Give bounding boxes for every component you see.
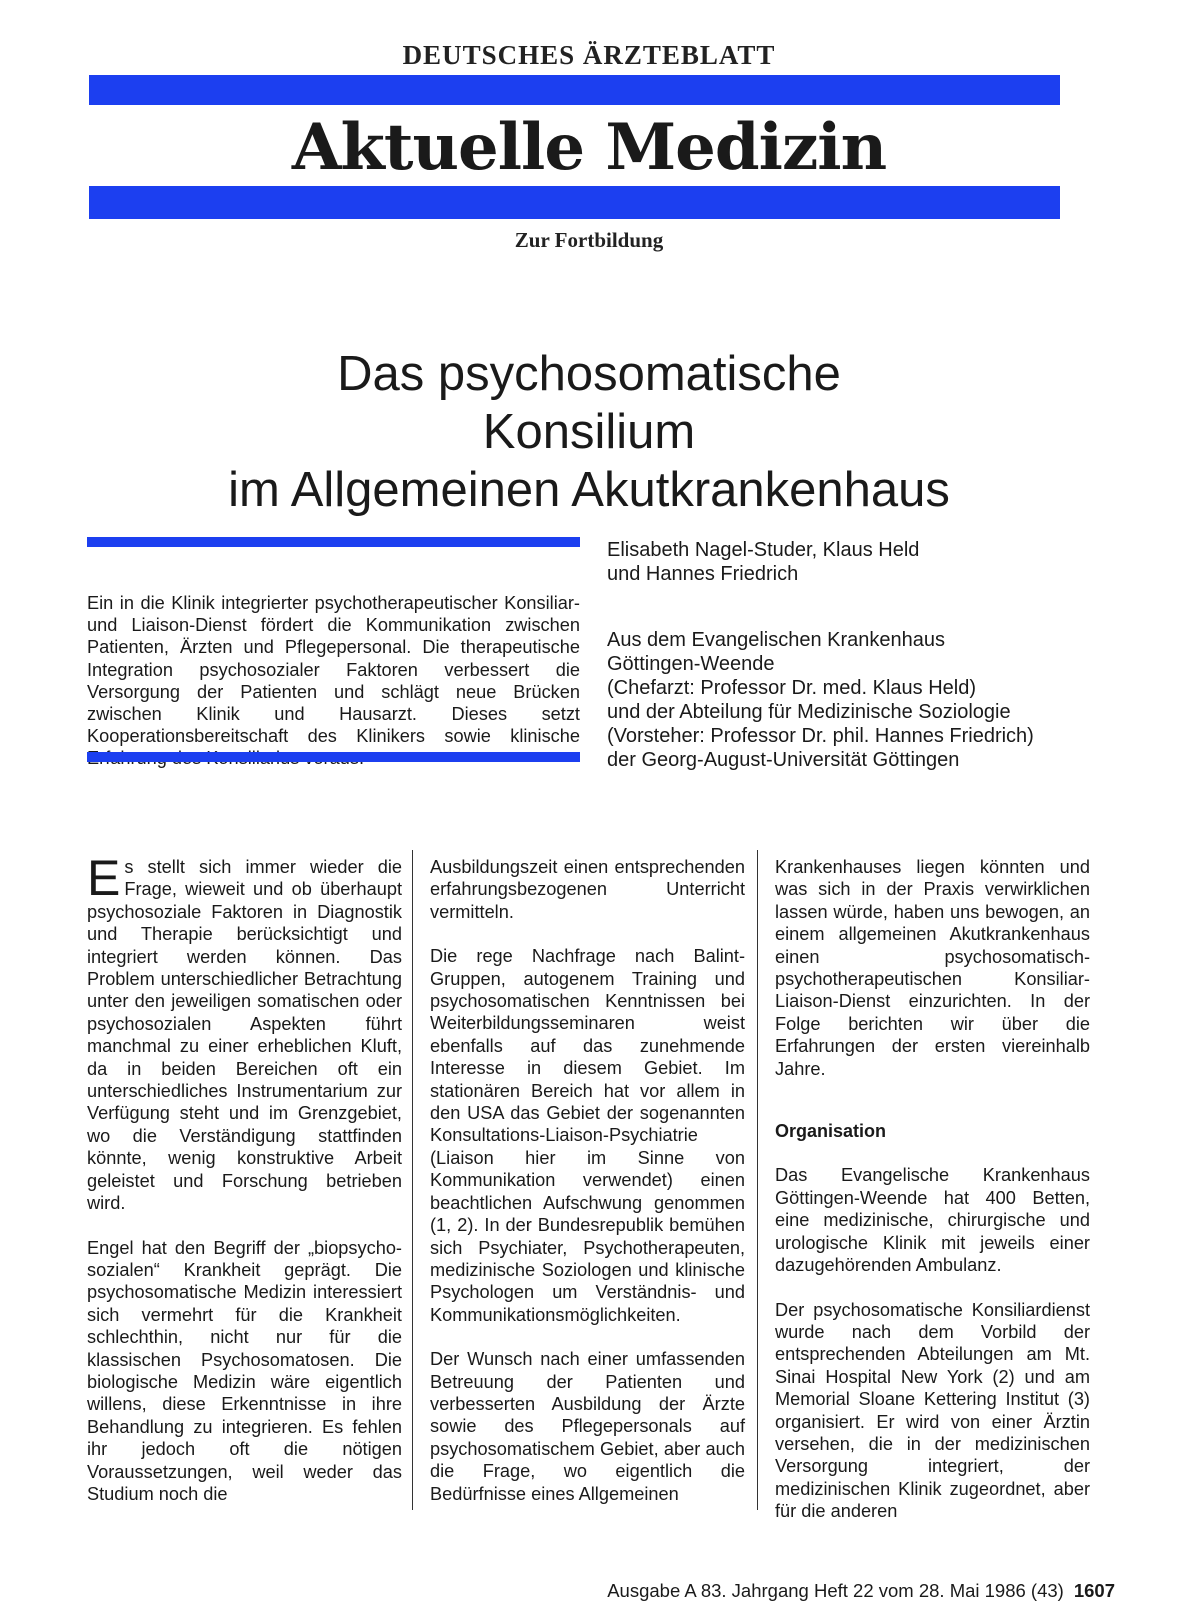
citation: Ausgabe A 83. Jahrgang Heft 22 vom 28. Mai 1986 (43) [607, 1580, 1064, 1601]
affiliation-line: Aus dem Evangelischen Krankenhaus [607, 629, 945, 651]
title-line: Konsilium [482, 405, 696, 459]
abstract-bar-top [87, 537, 580, 547]
affiliation-line: (Vorsteher: Professor Dr. phil. Hannes Friedrich) [607, 725, 1034, 747]
affiliation [607, 628, 1127, 772]
body-column-3 [775, 856, 1090, 1545]
author-line: und Hannes Friedrich [607, 563, 799, 585]
journal-name: DEUTSCHES ÄRZTEBLATT [402, 40, 776, 70]
abstract: Ein in die Klinik integrierter psychotherapeutischer Konsiliar- und Liaison-Dienst fördert die Kommunikation zwischen Patienten, Ärzten und Pflegepersonal. Die therapeutische Integration psychosozialer Faktoren verbessert die Versorgung der Patienten und schlägt neue Brücken zwischen Klinik und Hausarzt. Dieses setzt Kooperationsbereitschaft des Klinikers sowie klinische [87, 593, 580, 747]
header-blue-bar-bottom [89, 186, 1060, 219]
section-heading: Organisation [775, 1121, 887, 1142]
section-title: Aktuelle Medizin [291, 110, 887, 185]
page-number: 1607 [1073, 1580, 1115, 1601]
authors [607, 538, 1127, 586]
column-rule [412, 850, 413, 1510]
title-line: im Allgemeinen Akutkrankenhaus [228, 463, 950, 517]
affiliation-line: Göttingen-Weende [607, 653, 775, 675]
paragraph: Engel hat den Begriff der „biopsycho-sozialen“ Krankheit geprägt. Die psychosomatische Medizin interessiert sich vermehrt für die Krankheit schlechthin, nicht nur für die klassischen Psychosomatosen. Die biologische Medizin wäre eigentlich willens, diese Erkenntnisse in ihre Behandlung zu integrieren. Es fehlen ihr jedoch oft die nötigen Voraussetzungen, weil weder das Studium noch die [87, 1237, 402, 1504]
affiliation-line: und der Abteilung für Medizinische Soziologie [607, 701, 1011, 723]
paragraph: Ausbildungszeit einen entsprechenden erfahrungsbezogenen Unterricht vermitteln. [430, 857, 745, 922]
affiliation-line: (Chefarzt: Professor Dr. med. Klaus Held) [607, 677, 977, 699]
subsection-label: Zur Fortbildung [514, 228, 664, 252]
header-blue-bar-top [89, 75, 1060, 105]
paragraph: Der psychosomatische Konsiliardienst wurde nach dem Vorbild der entsprechenden Abteilungen am Mt. Sinai Hospital New York (2) und am Memorial Sloane Kettering Institut (3) organisiert. Er wird von einer Ärztin versehen, die in der medizinischen Versorgung integriert, der medizinischen Klinik zugeordnet, aber für die anderen [775, 1299, 1090, 1522]
body-column-1 [87, 850, 402, 1527]
drop-cap: E [87, 850, 121, 906]
body-column-2 [430, 856, 745, 1527]
paragraph: Der Wunsch nach einer umfassenden Betreuung der Patienten und verbesserten Ausbildung der Ärzte sowie des Pflegepersonals auf psychosomatischem Gebiet, aber auch die Frage, wo eigentlich die Bedürfnisse eines Allgemeinen [430, 1349, 745, 1504]
abstract-bar-bottom [87, 752, 580, 762]
paragraph: Die rege Nachfrage nach Balint-Gruppen, autogenem Training und psychosomatischen Kenntnissen bei Weiterbildungsseminaren weist ebenfalls auf das zunehmende Interesse in diesem Gebiet. Im stationären Bereich hat vor allem in den USA das Gebiet der sogenannten Konsultations-Liaison-Psychiatrie (Liaison hier im Sinne von Kommunikation verwendet) einen beachtlichen Aufschwung genommen (1, 2). In der Bundesrepublik bemühen sich Psychiater, Psychotherapeuten, medizinische Soziologen und klinische Psychologen um Verständnis- und Kommunikationsmöglichkeiten. [430, 946, 745, 1325]
affiliation-line: der Georg-August-Universität Göttingen [607, 749, 960, 771]
paragraph: Krankenhauses liegen könnten und was sich in der Praxis verwirklichen lassen würde, haben uns bewogen, an einem allgemeinen Akutkrankenhaus einen psychosomatisch-psychotherapeutischen Konsiliar-Liaison-Dienst einzurichten. In der Folge berichten wir über die Erfahrungen der ersten viereinhalb Jahre. [775, 857, 1090, 1079]
column-rule [757, 850, 758, 1510]
paragraph: Das Evangelische Krankenhaus Göttingen-Weende hat 400 Betten, eine medizinische, chirurgische und urologische Klinik mit jeweils einer dazugehörenden Ambulanz. [775, 1165, 1090, 1276]
page-footer [540, 1580, 1115, 1602]
paragraph: Es stellt sich immer wieder die Frage, wieweit und ob überhaupt psychosoziale Faktoren in Diagnostik und Therapie berücksichtigt und integriert werden können. Das Problem unterschiedlicher Betrachtung unter den jeweiligen somatischen oder psychosozialen Aspekten führt manchmal zu einer erheblichen Kluft, da in beiden Bereichen oft ein unterschiedliches Instrumentarium zur Verfügung steht und im Grenzgebiet, wo die Verständigung stattfinden könnte, wenig konstruktive Arbeit geleistet und Forschung betrieben wird. [87, 850, 402, 1214]
title-line: Das psychosomatische [337, 347, 841, 401]
author-line: Elisabeth Nagel-Studer, Klaus Held [607, 539, 920, 561]
article-title [0, 345, 1178, 519]
